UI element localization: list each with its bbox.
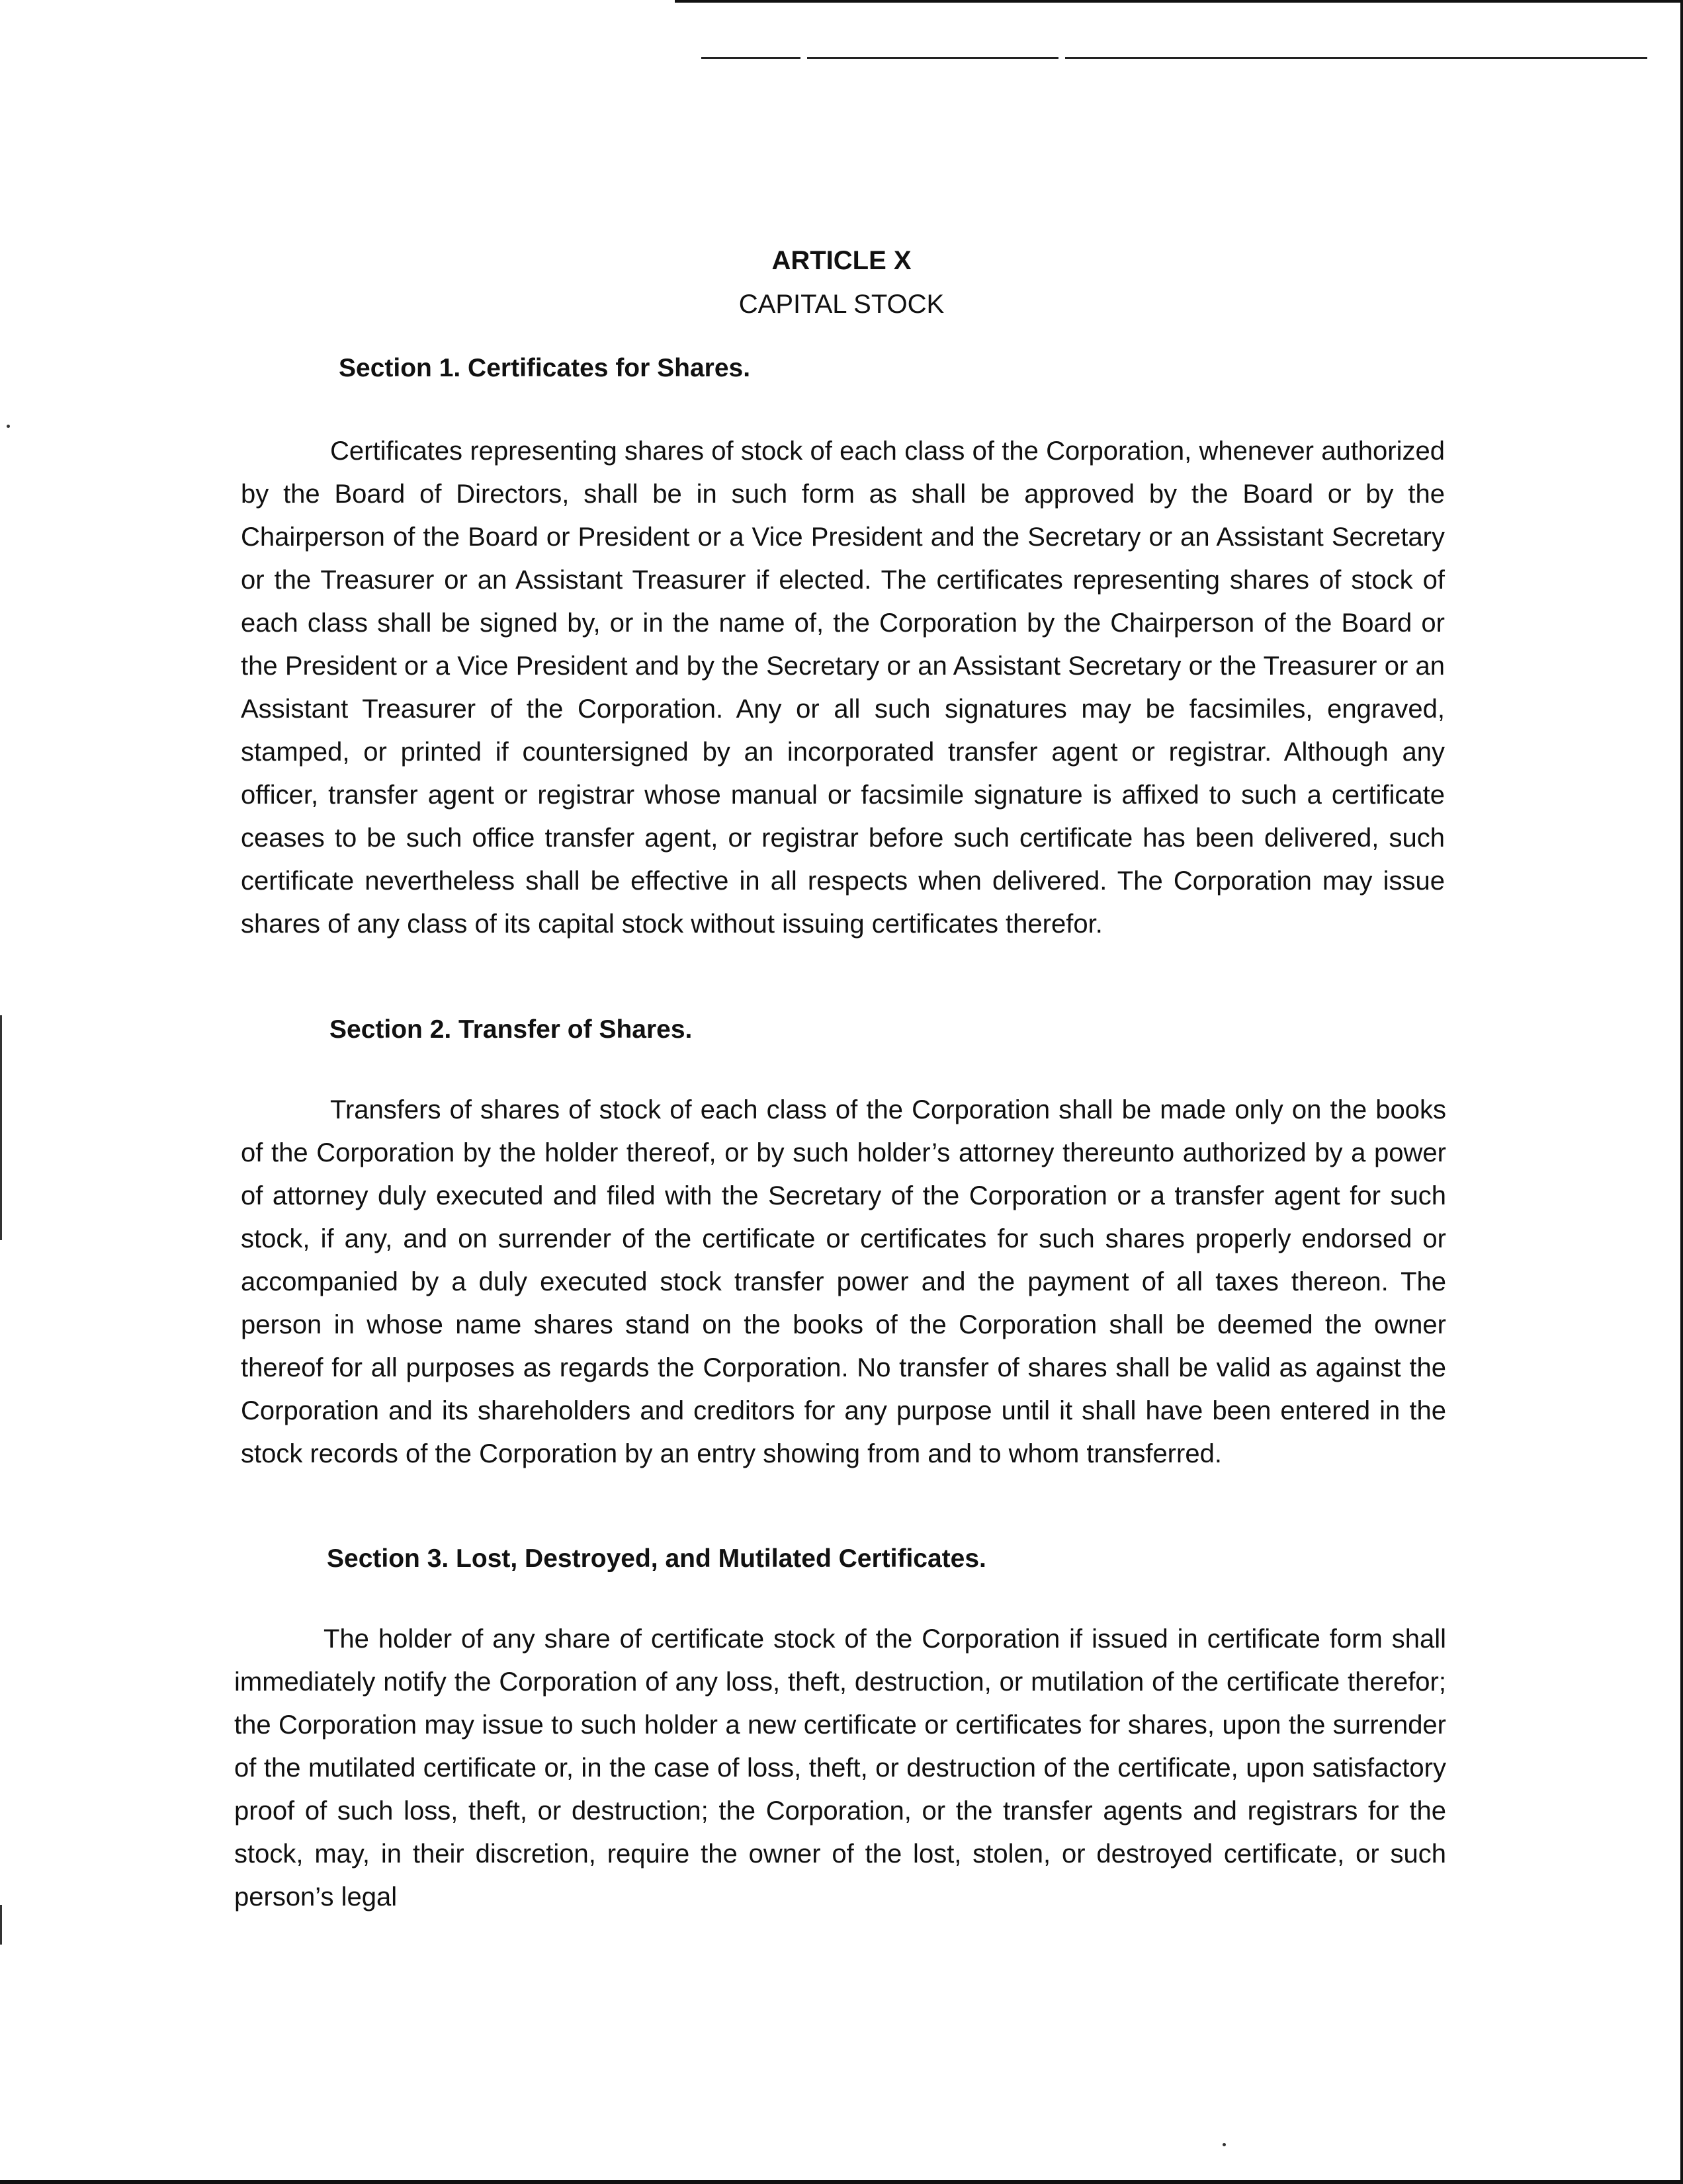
scan-top-border [675, 0, 1683, 3]
article-subtitle: CAPITAL STOCK [738, 290, 945, 319]
section-2-heading: Section 2. Transfer of Shares. [329, 1015, 693, 1044]
scan-bottom-border [0, 2180, 1683, 2184]
section-1-heading: Section 1. Certificates for Shares. [339, 354, 751, 382]
scan-speck [1223, 2143, 1226, 2146]
header-rule [701, 57, 800, 59]
header-rule [1065, 57, 1647, 59]
scan-right-border [1680, 0, 1683, 2184]
section-3-body: The holder of any share of certificate stock of the Corporation if issued in certificate form shall immediately notify the Corporation of any loss, theft, destruction, or mutilation of the certificate therefor; the Corporation may issue to such holder a new certificate or certificates for shares, upon the surrender of the mutilated certificate or, in the case of loss, theft, or destruction of the certificate, upon satisfactory proof of such loss, theft, or destruction; the Corporation, or the transfer agents and registrars for the stock, may, in their discretion, require the owner of the lost, stolen, or destroyed certificate, or such person’s legal [234, 1624, 1446, 1911]
scan-edge-mark [0, 1015, 2, 1240]
scan-speck [7, 425, 10, 428]
header-rule [807, 57, 1058, 59]
scan-edge-mark [0, 1905, 2, 1945]
article-title: ARTICLE X [771, 246, 912, 275]
section-3-heading: Section 3. Lost, Destroyed, and Mutilated Certificates. [327, 1544, 986, 1573]
section-1-body: Certificates representing shares of stock of each class of the Corporation, whenever authorized by the Board of Directors, shall be in such form as shall be approved by the Board or by the Chairperson of the Board or President or a Vice President and the Secretary or an Assistant Secretary or the Treasurer or an Assistant Treasurer if elected. The certificates representing shares of stock of each class shall be signed by, or in the name of, the Corporation by the Chairperson of the Board or the President or a Vice President and by the Secretary or an Assistant Secretary or the Treasurer or an Assistant Treasurer of the Corporation. Any or all such signatures may be facsimiles, engraved, stamped, or printed if countersigned by an incorporated transfer agent or registrar. Although any officer, transfer agent or registrar whose manual or facsimile signature is affixed to such a certificate ceases to be such office transfer agent, or registrar before such certificate has been delivered, such certificate nevertheless shall be effective in all respects when delivered. The Corporation may issue shares of any class of its capital stock without issuing certificates therefor. [241, 437, 1445, 939]
section-2-body: Transfers of shares of stock of each class of the Corporation shall be made only on the books of the Corporation by the holder thereof, or by such holder’s attorney thereunto authorized by a power of attorney duly executed and filed with the Secretary of the Corporation or a transfer agent for such stock, if any, and on surrender of the certificate or certificates for such shares properly endorsed or accompanied by a duly executed stock transfer power and the payment of all taxes thereon. The person in whose name shares stand on the books of the Corporation shall be deemed the owner thereof for all purposes as regards the Corporation. No transfer of shares shall be valid as against the Corporation and its shareholders and creditors for any purpose until it shall have been entered in the stock records of the Corporation by an entry showing from and to whom transferred. [241, 1095, 1446, 1468]
